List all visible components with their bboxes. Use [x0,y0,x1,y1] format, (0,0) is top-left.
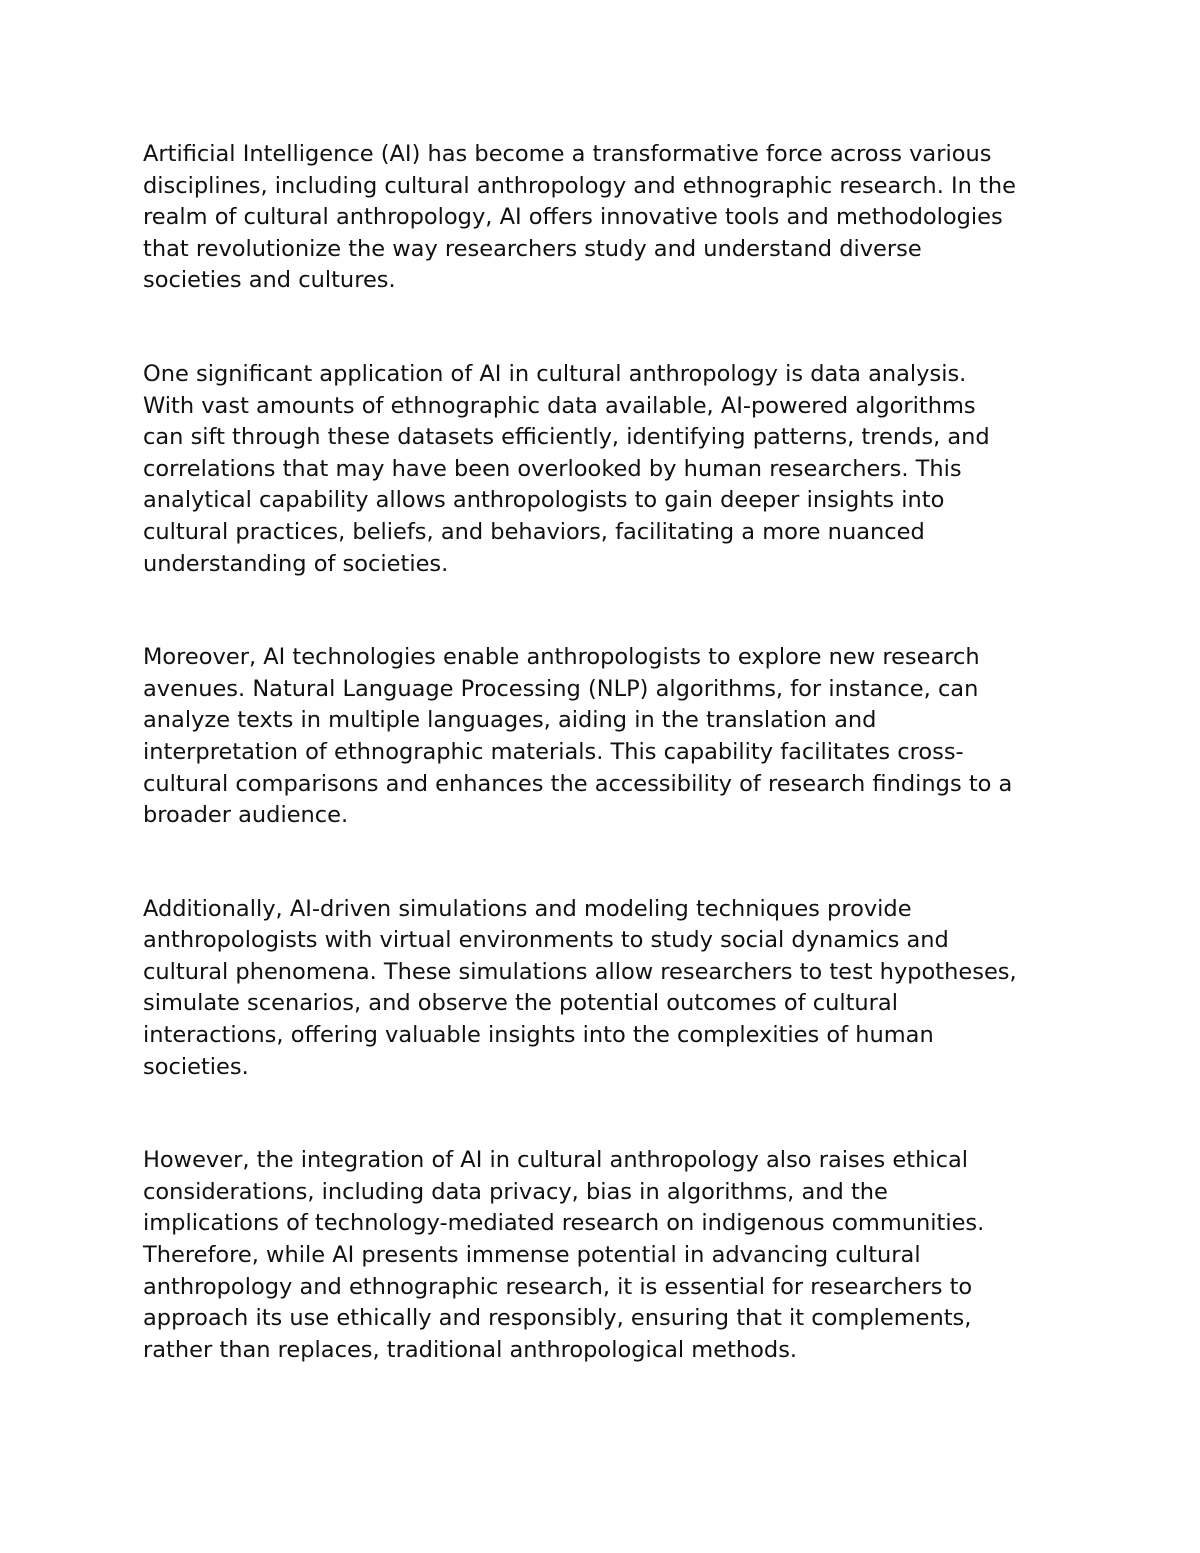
text-line: Additionally, AI-driven simulations and modeling techniques provide [143,895,912,922]
text-line: With vast amounts of ethnographic data available, AI-powered algorithms [143,392,976,419]
paragraph-1 [143,139,1083,297]
text-line: rather than replaces, traditional anthropological methods. [143,1336,798,1363]
text-line: Artificial Intelligence (AI) has become a transformative force across various [143,141,992,167]
text-line: societies and cultures. [143,267,396,294]
paragraph-4 [143,894,1083,1084]
text-line: simulate scenarios, and observe the potential outcomes of cultural [143,990,898,1017]
text-line: interactions, offering valuable insights into the complexities of human [143,1022,934,1049]
text-line: analyze texts in multiple languages, aiding in the translation and [143,707,877,734]
text-line: realm of cultural anthropology, AI offers innovative tools and methodologies [143,204,1003,231]
text-line: anthropologists with virtual environments to study social dynamics and [143,927,949,954]
text-line: implications of technology-mediated research on indigenous communities. [143,1210,985,1237]
paragraph-2 [143,359,1083,580]
text-line: can sift through these datasets efficiently, identifying patterns, trends, and [143,424,990,451]
paragraph-5 [143,1145,1083,1366]
text-line: approach its use ethically and responsibly, ensuring that it complements, [143,1305,972,1332]
text-line: interpretation of ethnographic materials. This capability facilitates cross- [143,738,964,765]
text-line: avenues. Natural Language Processing (NLP) algorithms, for instance, can [143,675,979,702]
paragraph-3 [143,642,1083,832]
text-line: understanding of societies. [143,550,449,577]
text-line: anthropology and ethnographic research, it is essential for researchers to [143,1273,973,1300]
text-line: considerations, including data privacy, bias in algorithms, and the [143,1178,888,1205]
text-line: cultural comparisons and enhances the accessibility of research findings to a [143,770,1013,797]
text-line: correlations that may have been overlooked by human researchers. This [143,455,962,482]
text-line: that revolutionize the way researchers study and understand diverse [143,235,922,262]
text-line: Therefore, while AI presents immense potential in advancing cultural [143,1242,921,1269]
text-line: societies. [143,1053,249,1080]
document-body [143,139,1083,1428]
text-line: cultural phenomena. These simulations allow researchers to test hypotheses, [143,958,1017,985]
text-line: broader audience. [143,802,349,829]
text-line: However, the integration of AI in cultural anthropology also raises ethical [143,1147,969,1174]
text-line: One significant application of AI in cultural anthropology is data analysis. [143,360,967,387]
text-line: disciplines, including cultural anthropology and ethnographic research. In the [143,172,1016,199]
text-line: analytical capability allows anthropologists to gain deeper insights into [143,487,945,514]
text-line: Moreover, AI technologies enable anthropologists to explore new research [143,644,980,671]
text-line: cultural practices, beliefs, and behaviors, facilitating a more nuanced [143,518,925,545]
